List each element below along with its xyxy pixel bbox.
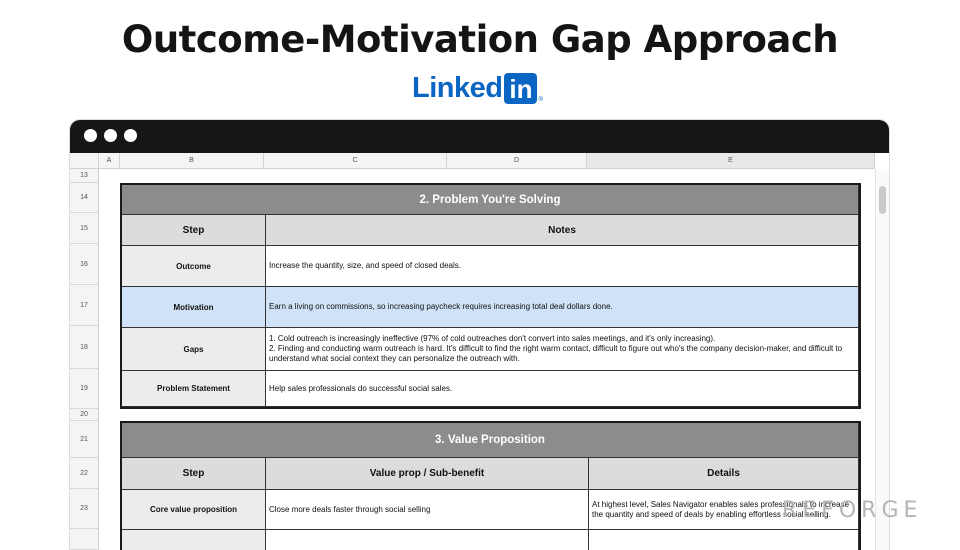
- next-row-step[interactable]: [122, 530, 266, 550]
- logo-registered-mark: ®: [538, 97, 543, 103]
- column-header-b[interactable]: B: [120, 153, 264, 169]
- column-header-c[interactable]: C: [264, 153, 447, 169]
- problem-table-title[interactable]: 2. Problem You're Solving: [122, 185, 859, 215]
- notes-motivation[interactable]: Earn a living on commissions, so increasing paycheck requires increasing total deal dollars done.: [266, 287, 859, 328]
- window-maximize-dot[interactable]: [124, 129, 137, 142]
- step-column-header[interactable]: Step: [122, 215, 266, 246]
- step-outcome[interactable]: Outcome: [122, 246, 266, 287]
- notes-outcome[interactable]: Increase the quantity, size, and speed of closed deals.: [266, 246, 859, 287]
- row-number[interactable]: 17: [70, 285, 99, 326]
- details-core[interactable]: At highest level, Sales Navigator enables sales professionals to increase the quantity and speed of deals by enabling effortless social selling.: [589, 490, 859, 530]
- row-number[interactable]: 19: [70, 369, 99, 409]
- step-problem-statement[interactable]: Problem Statement: [122, 371, 266, 407]
- corner-cell[interactable]: [70, 153, 99, 169]
- window-close-dot[interactable]: [84, 129, 97, 142]
- next-row-prop[interactable]: [266, 530, 589, 550]
- details-header[interactable]: Details: [589, 458, 859, 490]
- value-proposition-table: [120, 421, 861, 550]
- row-number[interactable]: 13: [70, 169, 99, 183]
- next-row-details[interactable]: [589, 530, 859, 550]
- row-number[interactable]: 15: [70, 213, 99, 244]
- column-header-e[interactable]: E: [587, 153, 875, 169]
- row-number[interactable]: 14: [70, 183, 99, 213]
- value-table-title[interactable]: 3. Value Proposition: [122, 423, 859, 458]
- row-number[interactable]: 18: [70, 326, 99, 369]
- value-prop-core[interactable]: Close more deals faster through social selling: [266, 490, 589, 530]
- page-title: Outcome-Motivation Gap Approach: [121, 18, 839, 61]
- notes-problem-statement[interactable]: Help sales professionals do successful social sales.: [266, 371, 859, 407]
- row-number[interactable]: 16: [70, 244, 99, 285]
- row-number[interactable]: 23: [70, 489, 99, 529]
- step-motivation[interactable]: Motivation: [122, 287, 266, 328]
- linkedin-logo: [412, 72, 543, 105]
- reforge-watermark: REFORGE: [782, 498, 923, 523]
- window-minimize-dot[interactable]: [104, 129, 117, 142]
- problem-table: [120, 183, 861, 409]
- window-titlebar: [70, 120, 889, 153]
- row-number[interactable]: 22: [70, 458, 99, 489]
- spreadsheet-window: [70, 120, 889, 550]
- logo-wordmark: Linked: [412, 72, 503, 104]
- step-gaps[interactable]: Gaps: [122, 328, 266, 371]
- column-header-d[interactable]: D: [447, 153, 587, 169]
- notes-gaps[interactable]: 1. Cold outreach is increasingly ineffective (97% of cold outreaches don't convert into sales meetings, and it's only increasing). 2. Finding and conducting warm outreach is hard. It's difficult to find the right warm contact, difficult to figure out who's the company decision-maker, and difficult to understand what social context they can personalize the outreach with.: [266, 328, 859, 371]
- vertical-scrollbar[interactable]: [875, 169, 889, 550]
- value-prop-header[interactable]: Value prop / Sub-benefit: [266, 458, 589, 490]
- logo-in-box: in: [504, 73, 537, 104]
- value-step-header[interactable]: Step: [122, 458, 266, 490]
- column-header-a[interactable]: A: [99, 153, 120, 169]
- step-core-value[interactable]: Core value proposition: [122, 490, 266, 530]
- scrollbar-thumb[interactable]: [879, 186, 886, 214]
- row-number[interactable]: 20: [70, 409, 99, 421]
- notes-column-header[interactable]: Notes: [266, 215, 859, 246]
- row-number[interactable]: 21: [70, 421, 99, 458]
